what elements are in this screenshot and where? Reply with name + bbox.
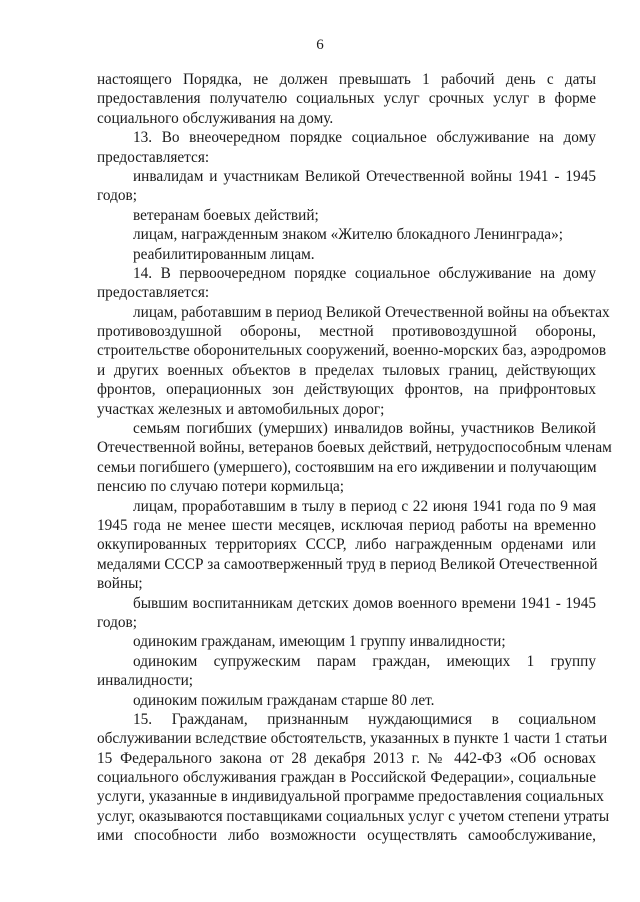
text-line: услуг, оказываются поставщиками социальных услуг с учетом степени утраты bbox=[97, 807, 610, 825]
text-line: бывшим воспитанникам детских домов военного времени 1941 - 1945 bbox=[133, 594, 596, 612]
text-line: 1945 года не менее шести месяцев, исключая период работы на временно bbox=[97, 516, 596, 534]
text-line: лицам, работавшим в период Великой Отечественной войны на объектах bbox=[133, 303, 610, 321]
text-line: семьи погибшего (умершего), состоявшим на его иждивении и получающим bbox=[97, 458, 597, 476]
text-line: одиноким супружеским парам граждан, имеющих 1 группу bbox=[133, 652, 596, 670]
text-line: ими способности либо возможности осуществлять самообслуживание, bbox=[97, 827, 596, 845]
text-line: участках железных и автомобильных дорог; bbox=[97, 400, 385, 418]
body-text bbox=[97, 70, 612, 846]
text-line: 14. В первоочередном порядке социальное обслуживание на дому bbox=[133, 264, 596, 282]
text-line: медалями СССР за самоотверженный труд в период Великой Отечественной bbox=[97, 555, 598, 573]
text-line: лицам, награжденным знаком «Жителю блокадного Ленинграда»; bbox=[133, 226, 564, 244]
text-line: пенсию по случаю потери кормильца; bbox=[97, 478, 345, 496]
text-line: обслуживании вследствие обстоятельств, указанных в пункте 1 части 1 статьи bbox=[97, 730, 608, 748]
text-line: одиноким гражданам, имеющим 1 группу инвалидности; bbox=[133, 633, 506, 651]
text-line: противовоздушной обороны, местной противовоздушной обороны, bbox=[97, 323, 596, 341]
text-line: инвалидам и участникам Великой Отечественной войны 1941 - 1945 bbox=[133, 167, 596, 185]
text-line: войны; bbox=[97, 575, 143, 593]
text-line: 13. Во внеочередном порядке социальное обслуживание на дому bbox=[133, 129, 596, 147]
text-line: реабилитированным лицам. bbox=[133, 245, 315, 263]
text-line: годов; bbox=[97, 187, 138, 205]
text-line: и других военных объектов в пределах тыловых границ, действующих bbox=[97, 361, 596, 379]
text-line: предоставляется: bbox=[97, 148, 210, 166]
text-line: одиноким пожилым гражданам старше 80 лет. bbox=[133, 691, 435, 709]
text-line: ветеранам боевых действий; bbox=[133, 206, 319, 224]
page-number: 6 bbox=[316, 37, 324, 53]
text-line: годов; bbox=[97, 613, 138, 631]
text-line: семьям погибших (умерших) инвалидов войны, участников Великой bbox=[133, 420, 596, 438]
text-line: социального обслуживания на дому. bbox=[97, 109, 334, 127]
text-line: предоставления получателю социальных услуг срочных услуг в форме bbox=[97, 90, 596, 108]
text-line: 15. Гражданам, признанным нуждающимися в социальном bbox=[133, 710, 596, 728]
text-line: строительстве оборонительных сооружений, военно-морских баз, аэродромов bbox=[97, 342, 607, 360]
text-line: настоящего Порядка, не должен превышать 1 рабочий день с даты bbox=[97, 71, 596, 88]
text-line: услуги, указанные в индивидуальной программе предоставления социальных bbox=[97, 788, 604, 806]
text-line: социального обслуживания граждан в Российской Федерации», социальные bbox=[97, 769, 596, 787]
text-line: предоставляется: bbox=[97, 284, 210, 302]
text-line: инвалидности; bbox=[97, 672, 194, 690]
text-line: Отечественной войны, ветеранов боевых действий, нетрудоспособным членам bbox=[97, 439, 612, 457]
text-line: 15 Федерального закона от 28 декабря 2013 г. № 442-ФЗ «Об основах bbox=[97, 749, 596, 767]
text-line: оккупированных территориях СССР, либо награжденным орденами или bbox=[97, 536, 596, 554]
text-line: фронтов, операционных зон действующих фронтов, на прифронтовых bbox=[97, 381, 596, 399]
text-line: лицам, проработавшим в тылу в период с 22 июня 1941 года по 9 мая bbox=[133, 497, 596, 515]
